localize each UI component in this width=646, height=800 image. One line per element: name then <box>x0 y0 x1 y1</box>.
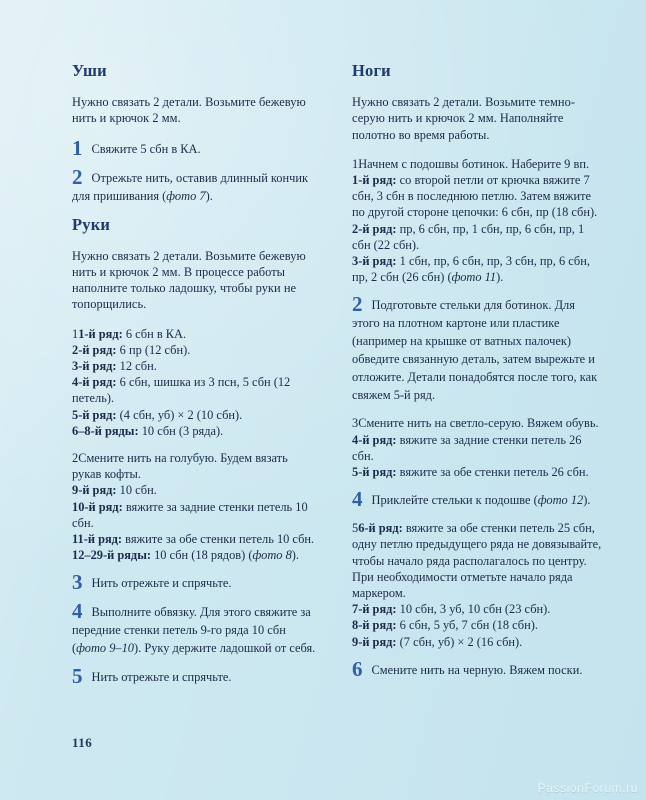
step-text-tail: ). <box>205 188 213 203</box>
row-text-tail: ). <box>291 548 300 563</box>
section-heading-ruki: Руки <box>72 214 111 234</box>
step-text: Начнем с подошвы ботинок. Наберите 9 вп. <box>358 156 590 171</box>
row-label: 8-й ряд: <box>352 618 397 633</box>
step-text: Приклейте стельки к подошве <box>371 493 534 508</box>
step-number: 2 <box>72 450 79 465</box>
rows-block <box>352 520 604 650</box>
row-line <box>72 499 320 531</box>
step-item <box>72 135 320 160</box>
row-line <box>72 482 320 498</box>
step-item <box>352 656 604 681</box>
row-label: 1-й ряд: <box>78 326 123 341</box>
row-label: 2-й ряд: <box>352 221 397 236</box>
step-number: 6 <box>352 656 363 681</box>
row-text: 6 сбн, 5 уб, 7 сбн (18 сбн). <box>396 618 538 633</box>
row-text: 6 пр (12 сбн). <box>116 342 191 357</box>
row-label: 5-й ряд: <box>72 407 117 422</box>
photo-reference: фото 9–10 <box>76 641 134 656</box>
row-text: 12 сбн. <box>116 358 157 373</box>
photo-reference: фото 7 <box>166 188 206 203</box>
section-intro-ushi: Нужно связать 2 детали. Возьмите бежевую нить и крючок 2 мм. <box>72 95 306 126</box>
row-line <box>352 221 604 253</box>
photo-paren: ( <box>248 548 253 563</box>
row-text: 1 сбн, пр, 6 сбн, пр, 3 сбн, пр, 6 сбн, пр, 2 сбн (26 сбн) <box>352 253 590 285</box>
step-number: 4 <box>72 599 83 624</box>
step-text: Смените нить на светло-серую. Вяжем обувь. <box>358 416 599 431</box>
photo-paren: ( <box>447 270 452 285</box>
row-label: 10-й ряд: <box>72 499 123 514</box>
row-label: 2-й ряд: <box>72 342 117 357</box>
step-number: 5 <box>352 521 359 536</box>
row-label: 12–29-й ряды: <box>72 548 152 563</box>
row-text: вяжите за обе стенки петель 26 сбн. <box>396 464 589 479</box>
row-text: со второй петли от крючка вяжите 7 сбн, 3 сбн в последнюю петлю. Затем вяжите по другой стороне цепочки: 6 сбн, пр (18 сбн). <box>352 172 598 220</box>
row-text: вяжите за задние стенки петель 26 сбн. <box>352 432 582 463</box>
step-text: Смените нить на голубую. Будем вязать рукав кофты. <box>72 450 288 482</box>
row-text: пр, 6 сбн, пр, 1 сбн, пр, 6 сбн, пр, 1 сбн (22 сбн). <box>352 221 585 252</box>
row-line <box>72 531 320 547</box>
step-text: Нить отрежьте и спрячьте. <box>91 576 232 591</box>
section-heading-nogi: Ноги <box>352 61 391 80</box>
step-text: Подготовьте стельки для ботинок. Для этого на плотном картоне или пластике (например на крышке от ватных палочек) обведите связанную деталь, затем вырежьте и отложите. Детали понадобятся после того, как свяжем 5-й ряд. <box>352 298 598 403</box>
step-number: 4 <box>352 487 363 512</box>
row-label: 4-й ряд: <box>352 432 397 447</box>
step-number: 1 <box>72 135 83 160</box>
row-line <box>352 601 604 617</box>
rows-block <box>352 415 604 480</box>
step-number: 1 <box>72 326 79 341</box>
step-text: Выполните обвязку. Для этого свяжите за передние стенки петель 9-го ряда 10 сбн ( <box>72 605 311 656</box>
watermark: PassionForum.ru <box>537 781 638 795</box>
step-number: 2 <box>72 164 83 189</box>
row-text: (4 сбн, уб) × 2 (10 сбн). <box>116 407 243 422</box>
row-line <box>72 407 320 423</box>
left-column <box>72 62 320 800</box>
section-intro-nogi: Нужно связать 2 детали. Возьмите темно-серую нить и крючок 2 мм. Наполняйте полотно во время работы. <box>352 95 576 142</box>
step-number: 3 <box>352 416 359 431</box>
row-label: 9-й ряд: <box>72 483 117 498</box>
row-line <box>72 423 320 439</box>
row-line <box>352 253 604 285</box>
row-text: 10 сбн, 3 уб, 10 сбн (23 сбн). <box>396 602 551 617</box>
step-text-tail: ). <box>583 493 591 508</box>
row-line <box>72 547 320 563</box>
step-number: 3 <box>72 570 83 595</box>
row-line <box>352 464 604 480</box>
row-label: 1-й ряд: <box>352 172 397 187</box>
row-line <box>352 172 604 221</box>
row-label: 5-й ряд: <box>352 464 397 479</box>
rows-block <box>72 326 320 439</box>
step-text: Свяжите 5 сбн в КА. <box>91 141 201 156</box>
row-text: 10 сбн (3 ряда). <box>138 423 224 438</box>
row-line <box>72 374 320 406</box>
row-text: 6 сбн, шишка из 3 псн, 5 сбн (12 петель). <box>72 375 291 406</box>
step-text: Нить отрежьте и спрячьте. <box>91 670 232 685</box>
photo-paren: ( <box>533 493 538 508</box>
row-text: вяжите за задние стенки петель 10 сбн. <box>72 499 308 530</box>
rows-block <box>72 450 320 563</box>
section-heading-ushi: Уши <box>72 61 107 80</box>
row-label: 11-й ряд: <box>72 531 123 546</box>
row-label: 6–8-й ряды: <box>72 423 139 438</box>
step-item <box>72 164 320 205</box>
row-line <box>352 634 604 650</box>
row-text: 10 сбн (18 рядов) <box>151 548 249 563</box>
row-line <box>72 342 320 358</box>
row-label: 9-й ряд: <box>352 634 397 649</box>
step-number: 2 <box>352 292 363 317</box>
rows-block <box>352 156 604 286</box>
row-text-tail: ). <box>496 270 504 285</box>
step-item <box>72 599 320 657</box>
right-column <box>352 62 604 800</box>
section-intro-ruki: Нужно связать 2 детали. Возьмите бежевую нить и крючок 2 мм. В процессе работы наполните только ладошку, чтобы руки не топорщились. <box>72 248 306 312</box>
row-text: 6 сбн в КА. <box>122 326 187 341</box>
row-text: вяжите за обе стенки петель 10 сбн. <box>122 531 315 546</box>
step-text: Смените нить на черную. Вяжем поски. <box>371 662 583 677</box>
row-line <box>352 617 604 633</box>
step-item <box>72 664 320 689</box>
step-item <box>352 292 604 404</box>
step-item <box>352 487 604 512</box>
row-text: 10 сбн. <box>116 483 157 498</box>
row-line <box>72 358 320 374</box>
row-line <box>352 432 604 464</box>
step-item <box>72 570 320 595</box>
photo-reference: фото 11 <box>451 270 497 285</box>
step-number: 1 <box>352 156 359 171</box>
row-label: 7-й ряд: <box>352 602 397 617</box>
step-number: 5 <box>72 664 83 689</box>
row-label: 6-й ряд: <box>358 521 403 536</box>
step-text-tail: ). Руку держите ладошкой от себя. <box>134 641 316 656</box>
step-text: Отрежьте нить, оставив длинный кончик для пришивания ( <box>72 170 309 203</box>
photo-reference: фото 8 <box>252 548 292 563</box>
row-label: 4-й ряд: <box>72 375 117 390</box>
row-label: 3-й ряд: <box>352 253 397 268</box>
row-label: 3-й ряд: <box>72 358 117 373</box>
row-text: (7 сбн, уб) × 2 (16 сбн). <box>396 634 523 649</box>
page-number: 116 <box>72 735 93 750</box>
photo-reference: фото 12 <box>537 493 584 508</box>
row-text: вяжите за обе стенки петель 25 сбн, одну петлю предыдущего ряда не довязывайте, чтобы начало ряда располагалось по центру. При необходимости отметьте начало ряда маркером. <box>352 521 602 600</box>
